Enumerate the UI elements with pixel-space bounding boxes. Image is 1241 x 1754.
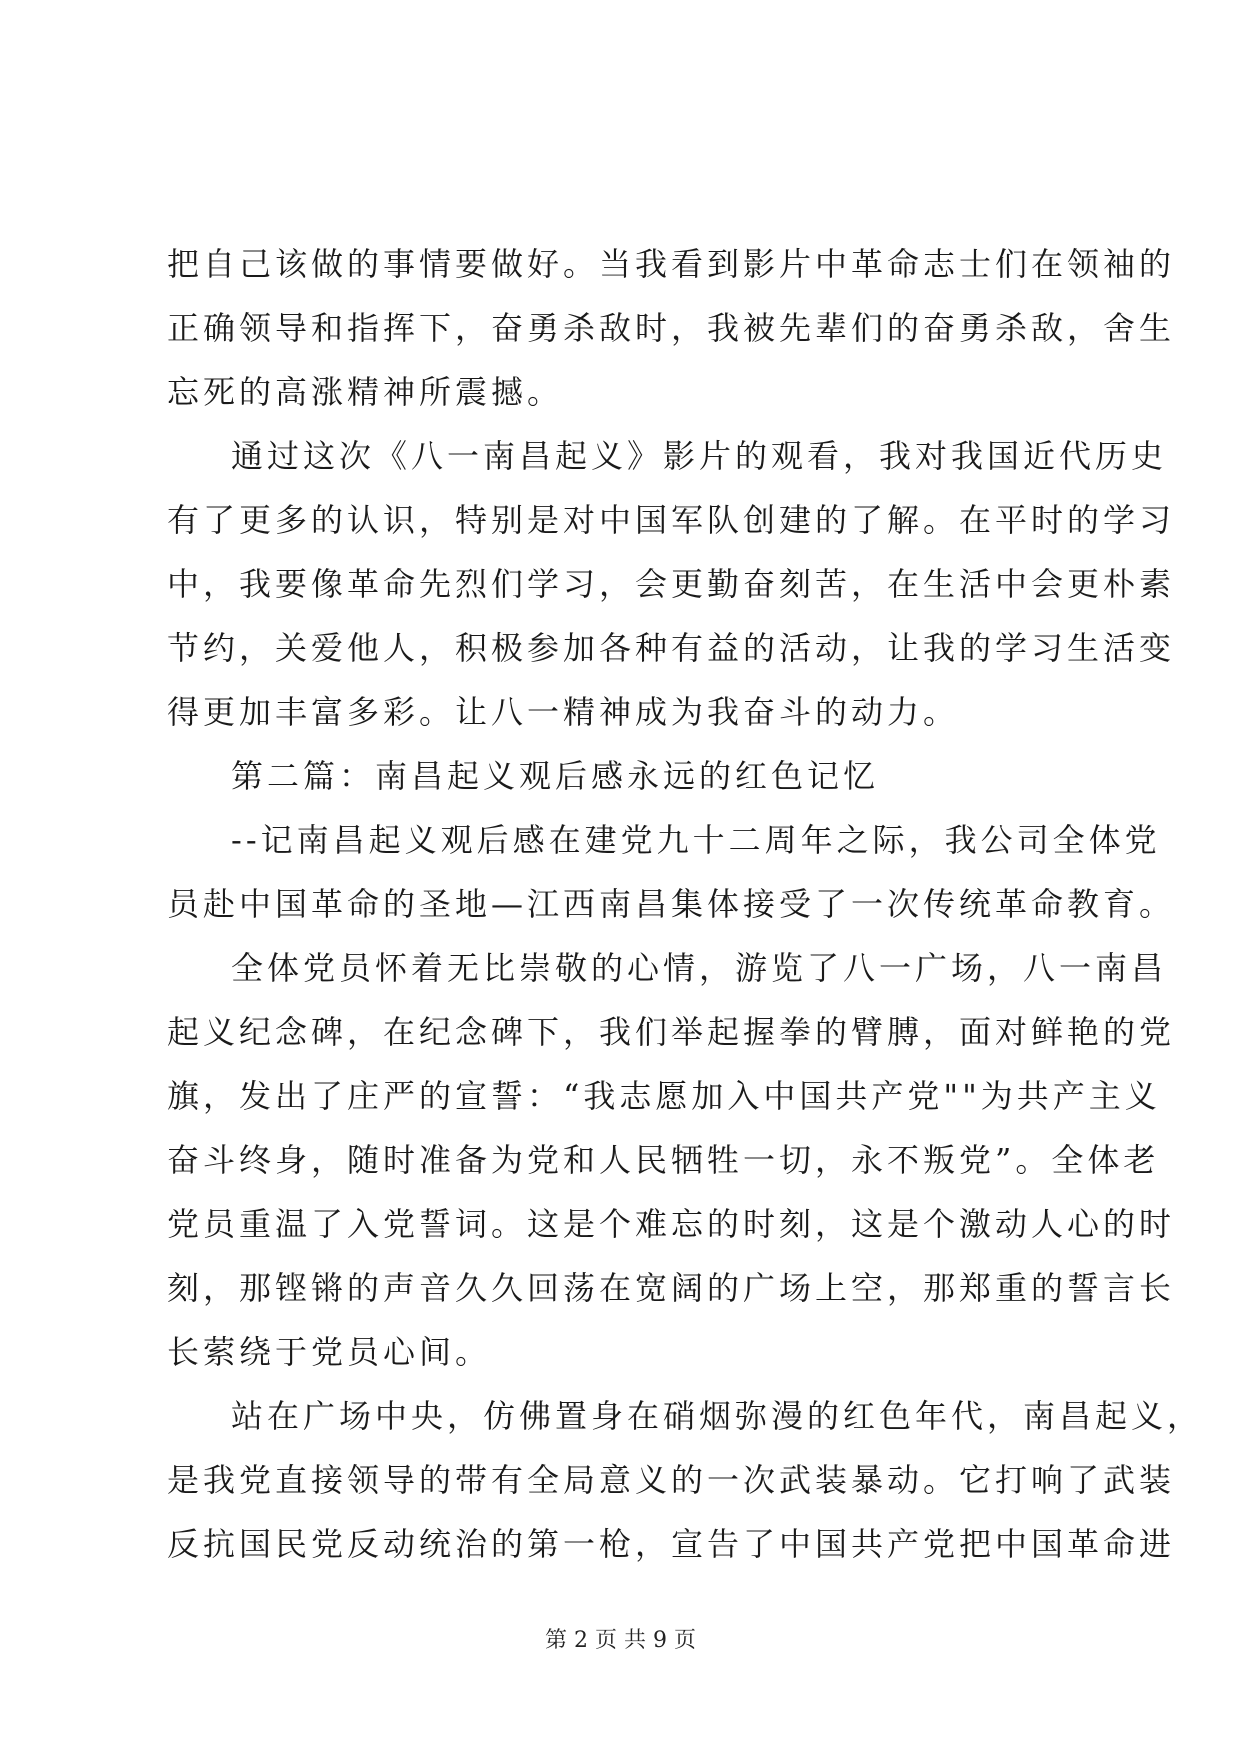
text-line: 得更加丰富多彩。让八一精神成为我奋斗的动力。 bbox=[167, 693, 960, 731]
text-line: 党员重温了入党誓词。这是个难忘的时刻，这是个激动人心的时 bbox=[167, 1205, 1176, 1243]
text-line: 通过这次《八一南昌起义》影片的观看，我对我国近代历史 bbox=[231, 437, 1168, 475]
text-line: 奋斗终身，随时准备为党和人民牺牲一切，永不叛党”。全体老 bbox=[167, 1141, 1160, 1179]
text-line: 正确领导和指挥下，奋勇杀敌时，我被先辈们的奋勇杀敌，舍生 bbox=[167, 309, 1176, 347]
text-line: --记南昌起义观后感在建党九十二周年之际，我公司全体党 bbox=[231, 821, 1161, 859]
text-line: 节约，关爱他人，积极参加各种有益的活动，让我的学习生活变 bbox=[167, 629, 1176, 667]
text-line: 起义纪念碑，在纪念碑下，我们举起握拳的臂膊，面对鲜艳的党 bbox=[167, 1013, 1176, 1051]
page-number-label: 第 2 页 共 9 页 bbox=[545, 1628, 696, 1653]
text-line: 旗，发出了庄严的宣誓：“我志愿加入中国共产党""为共产主义 bbox=[167, 1077, 1161, 1115]
text-line: 长萦绕于党员心间。 bbox=[167, 1333, 492, 1371]
text-line: 中，我要像革命先烈们学习，会更勤奋刻苦，在生活中会更朴素 bbox=[167, 565, 1176, 603]
section-heading: 第二篇：南昌起义观后感永远的红色记忆 bbox=[231, 757, 880, 795]
text-line: 员赴中国革命的圣地—江西南昌集体接受了一次传统革命教育。 bbox=[167, 885, 1176, 923]
page-footer bbox=[0, 1626, 1241, 1656]
text-line: 是我党直接领导的带有全局意义的一次武装暴动。它打响了武装 bbox=[167, 1461, 1176, 1499]
text-line: 有了更多的认识，特别是对中国军队创建的了解。在平时的学习 bbox=[167, 501, 1176, 539]
text-line: 把自己该做的事情要做好。当我看到影片中革命志士们在领袖的 bbox=[167, 245, 1176, 283]
body-text bbox=[167, 232, 1204, 1576]
text-line: 刻，那铿锵的声音久久回荡在宽阔的广场上空，那郑重的誓言长 bbox=[167, 1269, 1176, 1307]
text-line: 站在广场中央，仿佛置身在硝烟弥漫的红色年代，南昌起义， bbox=[231, 1397, 1204, 1435]
text-line: 全体党员怀着无比崇敬的心情，游览了八一广场，八一南昌 bbox=[231, 949, 1168, 987]
text-line: 忘死的高涨精神所震撼。 bbox=[167, 373, 564, 411]
text-line: 反抗国民党反动统治的第一枪，宣告了中国共产党把中国革命进 bbox=[167, 1525, 1176, 1563]
